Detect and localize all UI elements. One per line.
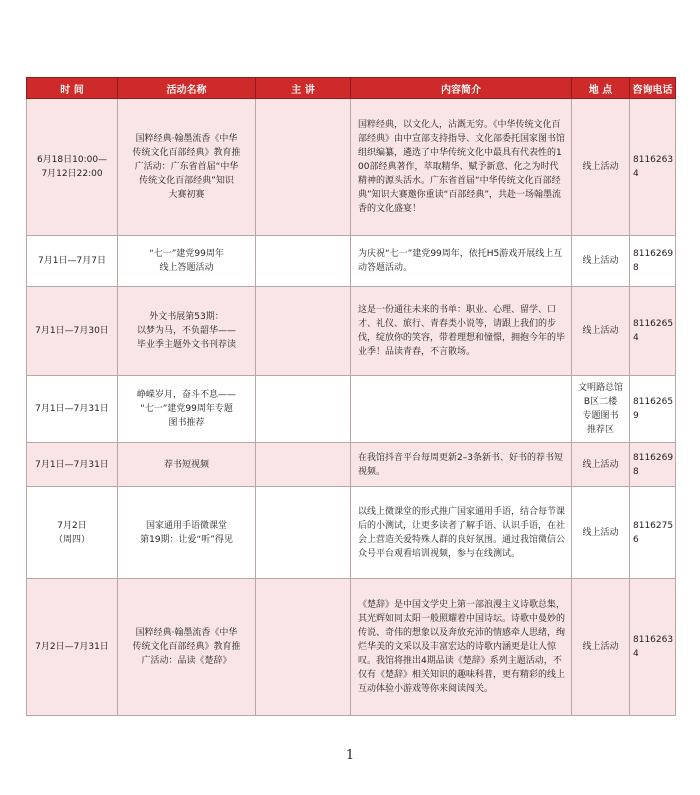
cell-phone: 81162756: [630, 487, 676, 579]
table-row: [27, 287, 676, 376]
cell-activity-name: “七一”建党99周年 线上答题活动: [118, 236, 256, 287]
table-header-row: [27, 78, 676, 99]
header-speaker: 主 讲: [256, 78, 351, 99]
cell-activity-name: 国粹经典·翰墨流香《中华 传统文化百部经典》教育推 广活动：广东省首届“中华 传统文化百部经典”知识 大赛初赛: [118, 99, 256, 236]
cell-content-intro: 这是一份通往未来的书单：职业、心理、留学、口才、礼仪、旅行、青春类小说等，请跟上我们的步伐，绽放你的笑容，带着理想和憧憬，拥抱今年的毕业季！品读青春，不言散场。: [351, 287, 572, 376]
cell-activity-name: 峥嵘岁月，奋斗不息—— “七一”建党99周年专题 图书推荐: [118, 376, 256, 443]
header-activity-name: 活动名称: [118, 78, 256, 99]
cell-speaker: [256, 287, 351, 376]
table-row: [27, 236, 676, 287]
cell-location: 文明路总馆 B区二楼 专题图书 推荐区: [572, 376, 630, 443]
cell-time: 7月2日—7月31日: [27, 579, 118, 716]
table-row: [27, 487, 676, 579]
page-number: 1: [345, 748, 355, 763]
cell-content-intro: 以线上微课堂的形式推广国家通用手语，结合每节课后的小测试，让更多读者了解手语、认识手语，在社会上营造关爱特殊人群的良好氛围。通过我馆微信公众号平台观看培训视频，参与在线测试。: [351, 487, 572, 579]
table-row: [27, 376, 676, 443]
header-location: 地 点: [572, 78, 630, 99]
table-row: [27, 443, 676, 487]
cell-activity-name: 国粹经典·翰墨流香《中华 传统文化百部经典》教育推 广活动：品读《楚辞》: [118, 579, 256, 716]
cell-phone: 81162698: [630, 443, 676, 487]
cell-time: 7月2日 （周四）: [27, 487, 118, 579]
cell-location: 线上活动: [572, 287, 630, 376]
table-row: [27, 99, 676, 236]
cell-phone: 81162654: [630, 287, 676, 376]
table-row: [27, 579, 676, 716]
cell-time: 7月1日—7月31日: [27, 443, 118, 487]
cell-speaker: [256, 99, 351, 236]
header-time: 时 间: [27, 78, 118, 99]
cell-phone: 81162698: [630, 236, 676, 287]
cell-location: 线上活动: [572, 236, 630, 287]
cell-time: 7月1日—7月30日: [27, 287, 118, 376]
cell-phone: 81162634: [630, 579, 676, 716]
cell-location: 线上活动: [572, 443, 630, 487]
cell-activity-name: 外文书展第53期： 以梦为马，不负韶华—— 毕业季主题外文书刊荐读: [118, 287, 256, 376]
cell-content-intro: 《楚辞》是中国文学史上第一部浪漫主义诗歌总集，其光辉如同太阳一般照耀着中国诗坛。诗歌中曼妙的传说、奇伟的想象以及奔放充沛的情感牵人思绪，绚烂华美的文采以及丰富宏达的诗歌内涵更是让人惊叹。我馆将推出4期品读《楚辞》系列主题活动，不仅有《楚辞》相关知识的趣味科普，更有精彩的线上互动体验小游戏等你来阅读闯关。: [351, 579, 572, 716]
cell-location: 线上活动: [572, 579, 630, 716]
cell-content-intro: 为庆祝“七一”建党99周年，依托H5游戏开展线上互动答题活动。: [351, 236, 572, 287]
cell-content-intro: [351, 376, 572, 443]
cell-speaker: [256, 579, 351, 716]
cell-speaker: [256, 487, 351, 579]
cell-speaker: [256, 443, 351, 487]
activity-schedule-table: [26, 77, 676, 716]
cell-content-intro: 国粹经典，以文化人，沾溉无穷。《中华传统文化百部经典》由中宣部支持指导、文化部委托国家图书馆组织编纂，遴选了中华传统文化中最具有代表性的100部经典著作，萃取精华、赋予新意、化之为时代精神的源头活水。广东省首届“中华传统文化百部经典”知识大赛邀你重读“百部经典”，共赴一场翰墨流香的文化盛宴！: [351, 99, 572, 236]
header-phone: 咨询电话: [630, 78, 676, 99]
cell-phone: 81162634: [630, 99, 676, 236]
cell-speaker: [256, 376, 351, 443]
cell-activity-name: 荐书短视频: [118, 443, 256, 487]
cell-activity-name: 国家通用手语微课堂 第19期：让爱“听”得见: [118, 487, 256, 579]
cell-phone: 81162659: [630, 376, 676, 443]
cell-location: 线上活动: [572, 99, 630, 236]
cell-speaker: [256, 236, 351, 287]
header-content-intro: 内容简介: [351, 78, 572, 99]
cell-time: 7月1日—7月7日: [27, 236, 118, 287]
cell-time: 6月18日10:00— 7月12日22:00: [27, 99, 118, 236]
cell-location: 线上活动: [572, 487, 630, 579]
cell-time: 7月1日—7月31日: [27, 376, 118, 443]
cell-content-intro: 在我馆抖音平台每周更新2–3条新书、好书的荐书短视频。: [351, 443, 572, 487]
